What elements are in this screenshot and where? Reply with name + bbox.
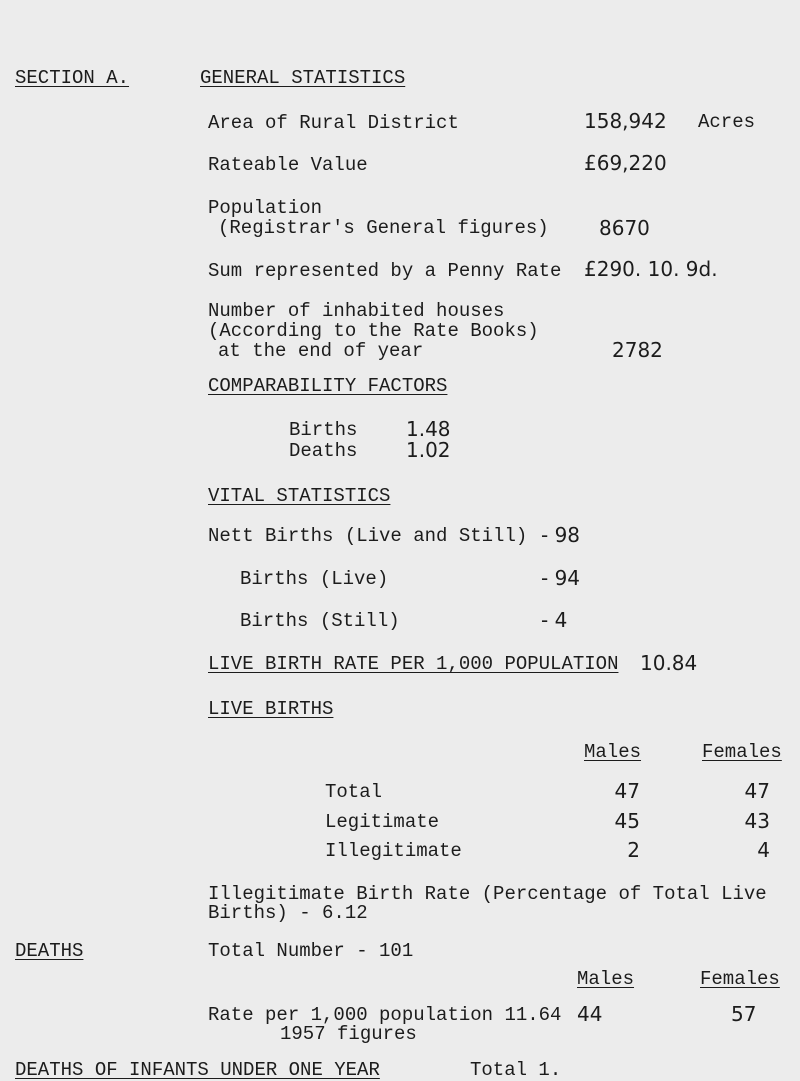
section-label: SECTION A. [15,67,130,89]
still-births-value: - 4 [541,608,568,632]
deaths-total-label: Total Number - 101 [208,940,414,962]
vital-heading: VITAL STATISTICS [208,485,391,507]
population-value: 8670 [599,216,650,240]
deaths-rate-label: Rate per 1,000 population 11.64 [208,1004,562,1026]
comparability-heading: COMPARABILITY FACTORS [208,375,448,397]
area-unit: Acres [698,111,756,133]
houses-value: 2782 [612,338,663,362]
comparability-deaths-label: Deaths [289,440,358,462]
deaths-col-females: Females [700,968,780,990]
comparability-births-label: Births [289,419,358,441]
live-births-row-label: Legitimate [325,811,440,833]
nett-births-value: - 98 [541,523,581,547]
houses-sublabel: (According to the Rate Books) [208,320,539,342]
live-births-value: - 94 [541,566,581,590]
live-birth-rate-label: LIVE BIRTH RATE PER 1,000 POPULATION [208,653,619,675]
rateable-value: £69,220 [584,151,667,175]
deaths-heading: DEATHS [15,940,84,962]
live-births-col-females: Females [702,741,782,763]
live-births-row-females: 47 [744,779,770,803]
area-value: 158,942 [584,109,667,133]
live-births-row-label: Total [325,781,383,803]
comparability-births-value: 1.48 [406,417,451,441]
live-births-row-males: 45 [614,809,640,833]
deaths-col-males: Males [577,968,635,990]
illegitimate-rate-line: Illegitimate Birth Rate (Percentage of Total Live [208,883,767,905]
infant-deaths-heading: DEATHS OF INFANTS UNDER ONE YEAR [15,1059,380,1081]
infant-deaths-total: Total 1. [470,1059,562,1081]
live-births-row-label: Illegitimate [325,840,462,862]
live-births-row-males: 47 [614,779,640,803]
live-births-heading: LIVE BIRTHS [208,698,334,720]
population-label: Population [208,197,323,219]
penny-rate-value: £290. 10. 9d. [584,257,718,281]
deaths-rate-sublabel: 1957 figures [280,1023,417,1045]
population-sublabel: (Registrar's General figures) [218,217,549,239]
houses-label: Number of inhabited houses [208,300,505,322]
live-birth-rate-value: 10.84 [640,651,698,675]
live-births-col-males: Males [584,741,642,763]
still-births-label: Births (Still) [240,610,400,632]
nett-births-label: Nett Births (Live and Still) [208,525,528,547]
section-title: GENERAL STATISTICS [200,67,406,89]
penny-rate-label: Sum represented by a Penny Rate [208,260,562,282]
houses-sublabel-2: at the end of year [218,340,424,362]
live-births-row-males: 2 [627,838,640,862]
live-births-row-females: 43 [744,809,770,833]
deaths-males-value: 44 [577,1002,603,1026]
area-label: Area of Rural District [208,112,459,134]
illegitimate-rate-line-2: Births) - 6.12 [208,902,368,924]
live-births-label: Births (Live) [240,568,389,590]
rateable-label: Rateable Value [208,154,368,176]
comparability-deaths-value: 1.02 [406,438,451,462]
live-births-row-females: 4 [757,838,770,862]
deaths-females-value: 57 [731,1002,757,1026]
